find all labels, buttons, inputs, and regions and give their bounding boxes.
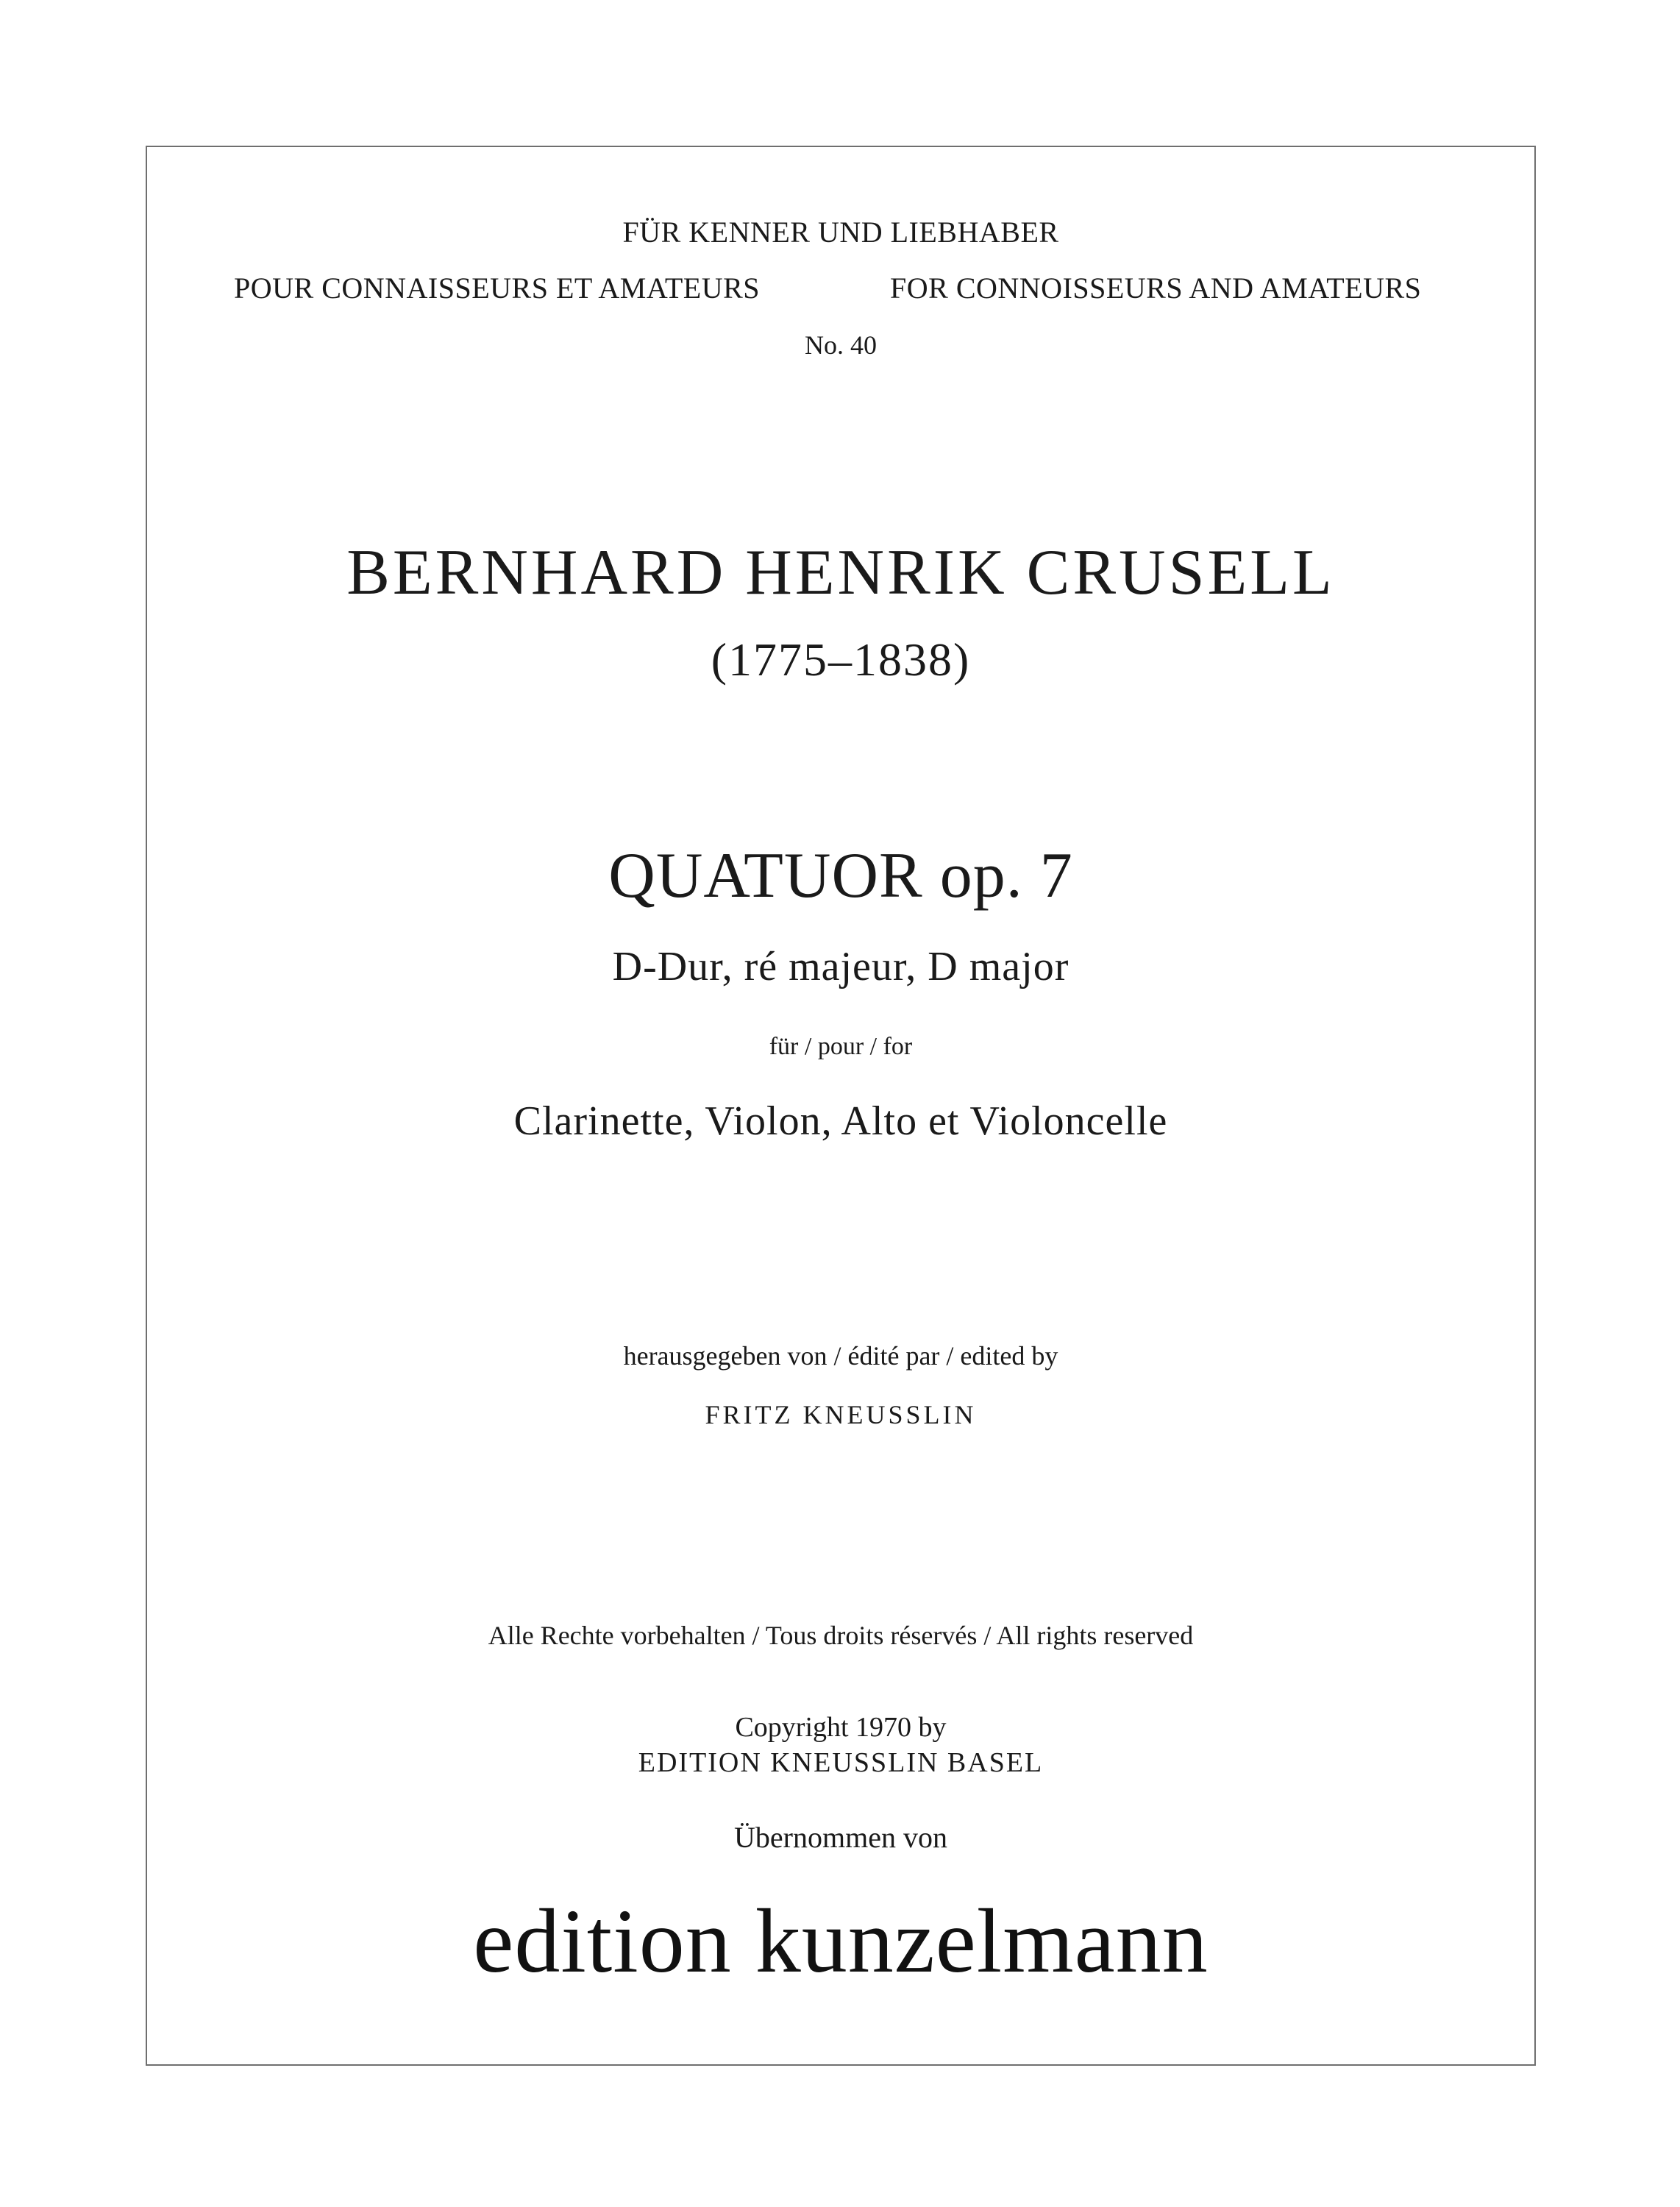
series-number: No. 40 <box>805 330 877 360</box>
instrumentation: Clarinette, Violon, Alto et Violoncelle <box>513 1098 1168 1144</box>
editor-name: FRITZ KNEUSSLIN <box>705 1400 977 1429</box>
copyright-line: Copyright 1970 by <box>735 1712 947 1743</box>
work-title: QUATUOR op. 7 <box>608 840 1073 911</box>
series-title-de: FÜR KENNER UND LIEBHABER <box>622 216 1059 249</box>
series-title-fr: POUR CONNAISSEURS ET AMATEURS <box>234 271 761 305</box>
work-key: D-Dur, ré majeur, D major <box>612 944 1069 989</box>
composer-name: BERNHARD HENRIK CRUSELL <box>346 537 1335 608</box>
edited-by-label: herausgegeben von / édité par / edited by <box>623 1341 1058 1371</box>
taken-over-label: Übernommen von <box>734 1821 947 1854</box>
publisher-logo-text: edition kunzelmann <box>473 1891 1209 1991</box>
rights-notice: Alle Rechte vorbehalten / Tous droits réservés / All rights reserved <box>488 1621 1194 1650</box>
composer-dates: (1775–1838) <box>711 633 971 686</box>
original-publisher: EDITION KNEUSSLIN BASEL <box>638 1747 1044 1778</box>
series-title-en: FOR CONNOISSEURS AND AMATEURS <box>890 271 1422 305</box>
for-label: für / pour / for <box>769 1033 913 1060</box>
